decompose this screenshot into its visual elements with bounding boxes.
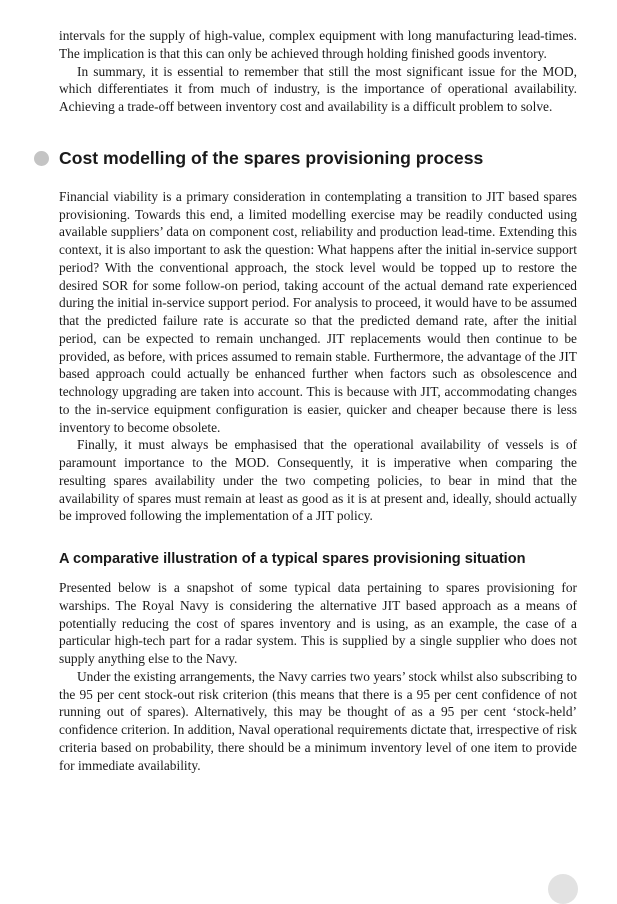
section-paragraph-1: Financial viability is a primary consideration in contemplating a transition to JIT based spares provisioning. Towards this end, a limited modelling exercise may be readily conducted using available suppliers’ data on component cost, reliability and production lead-time. Extending this context, it is also important to ask the question: What happens after the initial in-service support period? With the conventional approach, the stock level would be topped up to restore the desired SOR for some follow-on period, taking account of the actual demand rate experienced during the initial in-service support period. For analysis to proceed, it would have to be assumed that the predicted failure rate is accurate so that the predicted demand rate, after the initial period, can be expected to remain unchanged. JIT replacements would then continue to be provided, as before, with prices assumed to remain stable. Furthermore, the advantage of the JIT based approach could actually be enhanced further when factors such as obsolescence and technology upgrading are taken into account. This is because with JIT, accommodating changes to the in-service equipment configuration is easier, quicker and cheaper because there is less inventory to become obsolete.: [59, 188, 577, 435]
section-bullet-icon: [34, 151, 49, 166]
section-paragraph-2: Finally, it must always be emphasised that the operational availability of vessels is of paramount importance to the MOD. Consequently, it is imperative when comparing the resulting spares availability under the two competing policies, to bear in mind that the availability of spares must remain at least as good as it is at present and, ideally, should actually be improved following the implementation of a JIT policy.: [59, 437, 577, 524]
section-heading: [59, 147, 577, 169]
section-heading-text: Cost modelling of the spares provisioning process: [59, 147, 484, 168]
subsection-paragraph-2: Under the existing arrangements, the Navy carries two years’ stock whilst also subscribing to the 95 per cent stock-out risk criterion (this means that there is a 95 per cent confidence of not running out of spares). Alternatively, this may be thought of as a 95 per cent ‘stock-held’ confidence criterion. In addition, Naval operational requirements dictate that, irrespective of risk criteria based on probability, there should be a minimum inventory level of one item to provide for immediate availability.: [59, 668, 577, 773]
subsection-heading: A comparative illustration of a typical spares provisioning situation: [59, 551, 526, 567]
intro-paragraph-2: In summary, it is essential to remember that still the most significant issue for the MOD, which differentiates it from much of industry, is the importance of operational availability. Achieving a trade-off between inventory cost and availability is a difficult problem to solve.: [59, 63, 577, 114]
page-corner-decoration: [548, 874, 578, 904]
intro-paragraph-1: intervals for the supply of high-value, complex equipment with long manufacturing lead-times. The implication is that this can only be achieved through holding finished goods inventory.: [59, 28, 577, 61]
page-content: [59, 27, 577, 774]
subsection-paragraph-1: Presented below is a snapshot of some typical data pertaining to spares provisioning for warships. The Royal Navy is considering the alternative JIT based approach as a means of potentially reducing the cost of spares inventory and is using, as an example, the case of a particular high-tech part for a radar system. This is supplied by a single supplier who does not supply anything else to the Navy.: [59, 580, 577, 666]
